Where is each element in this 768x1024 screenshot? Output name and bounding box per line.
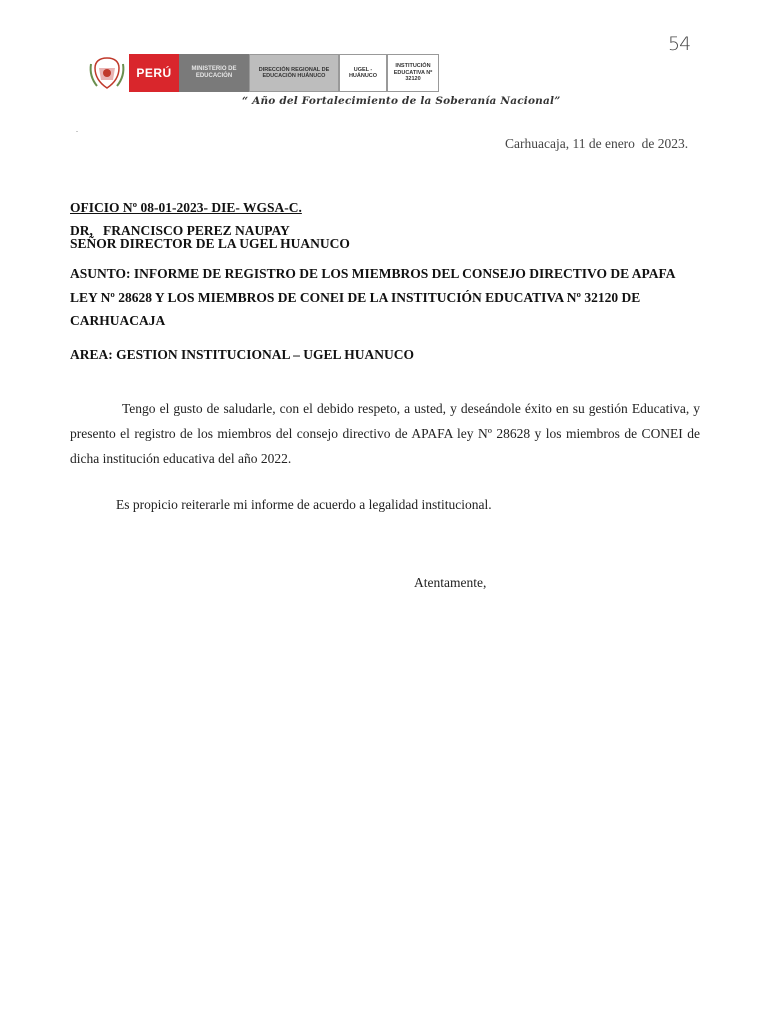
recipient-name: DR, FRANCISCO PEREZ NAUPAY xyxy=(70,223,290,238)
recipient-block xyxy=(70,224,350,250)
motto: “ Año del Fortalecimiento de la Soberanía Nacional” xyxy=(242,95,561,107)
page-number: 54 xyxy=(668,33,691,55)
ministerio-label: MINISTERIO DE EDUCACIÓN xyxy=(179,54,249,92)
subject: ASUNTO: INFORME DE REGISTRO DE LOS MIEMBROS DEL CONSEJO DIRECTIVO DE APAFA LEY Nº 28628 Y LOS MIEMBROS DE CONEI DE LA INSTITUCIÓN EDUCATIVA Nº 32120 DE CARHUACAJA xyxy=(70,266,675,328)
oficio-number: OFICIO Nº 08-01-2023- DIE- WGSA-C. xyxy=(70,200,302,215)
body-paragraph-2: Es propicio reiterarle mi informe de acuerdo a legalidad institucional. xyxy=(116,497,492,512)
area-line: AREA: GESTION INSTITUCIONAL – UGEL HUANUCO xyxy=(70,347,414,362)
institucion-label: INSTITUCIÓN EDUCATIVA Nº 32120 xyxy=(387,54,439,92)
ugel-label: UGEL - HUÁNUCO xyxy=(339,54,387,92)
body-paragraph xyxy=(70,396,700,471)
closing: Atentamente, xyxy=(414,575,487,590)
recipient-title: SEÑOR DIRECTOR DE LA UGEL HUANUCO xyxy=(70,236,350,251)
institutional-header xyxy=(85,54,439,92)
direccion-regional-label: DIRECCIÓN REGIONAL DE EDUCACIÓN HUÁNUCO xyxy=(249,54,339,92)
coat-of-arms-icon xyxy=(85,54,129,92)
margin-mark: . xyxy=(76,125,78,134)
peru-brand: PERÚ xyxy=(129,54,179,92)
body-paragraph-text: Tengo el gusto de saludarle, con el debido respeto, a usted, y deseándole éxito en su gestión Educativa, y presento el registro de los miembros del consejo directivo de APAFA ley Nº 28628 y los miembros de CONEI de dicha institución educativa del año 2022. xyxy=(70,401,700,466)
letter-date: Carhuacaja, 11 de enero de 2023. xyxy=(505,136,689,151)
